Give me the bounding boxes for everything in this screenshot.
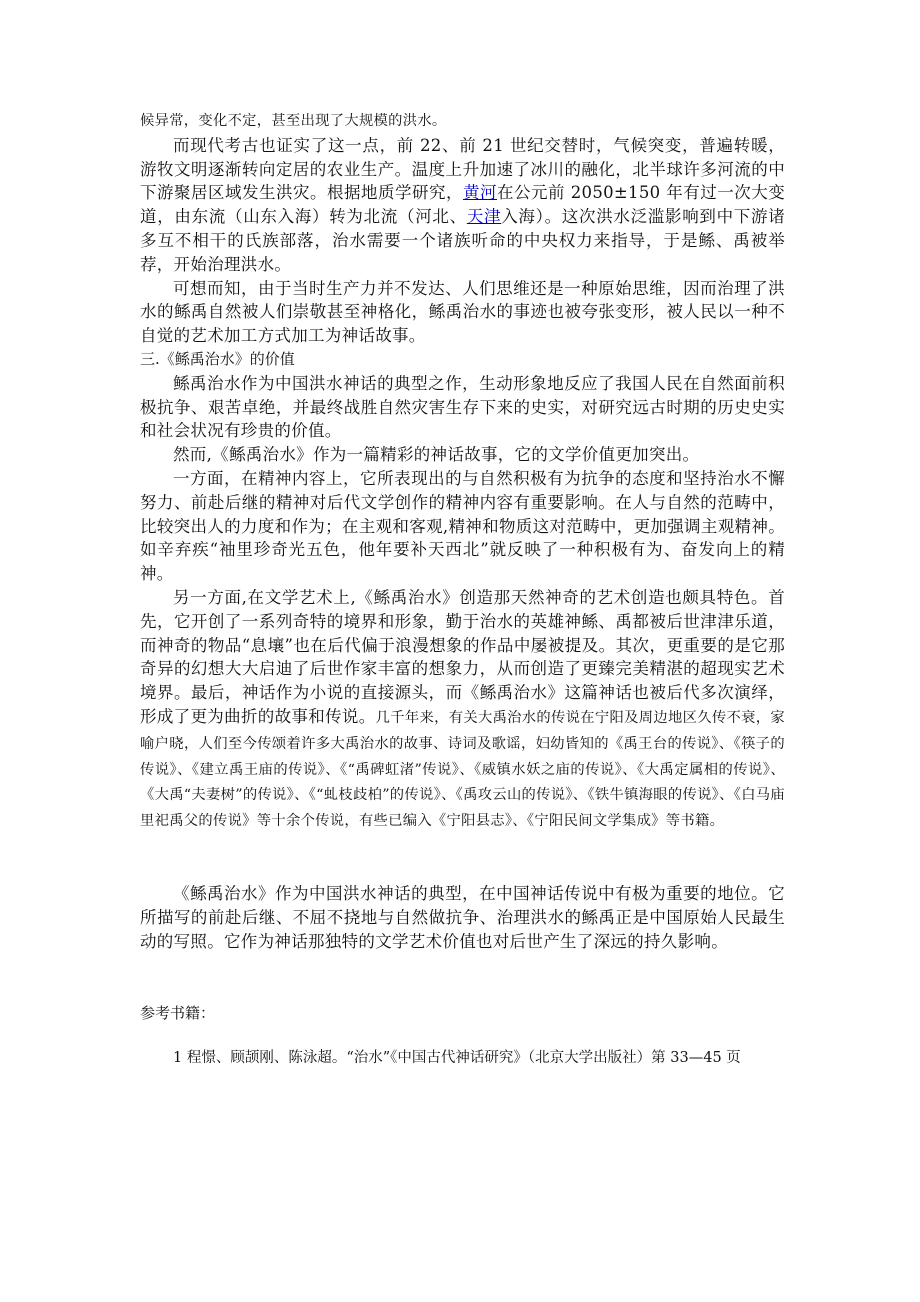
tianjin-link[interactable]: 天津 <box>466 207 502 227</box>
spacer <box>140 1025 785 1045</box>
document-page <box>140 110 785 1071</box>
reference-item: 1 程憬、顾颉刚、陈泳超。“治水”《中国古代神话研究》（北京大学出版社）第 33—45 页 <box>173 1050 741 1067</box>
paragraph-archaeology-text-c: 入海）。这次洪水泛滥影响到中下游诸多互不相干的氏族部落，治水需要一个诸族听命的中央权力来指导，于是鲧、禹被举荐，开始治理洪水。 <box>140 207 785 274</box>
paragraph-legends-text: 几千年来，有关大禹治水的传说在宁阳及周边地区久传不衰，家喻户晓，人们至今传颂着许多大禹治水的故事、诗词及歌谣，妇幼皆知的《禹王台的传说》、《筷子的传说》、《建立禹王庙的传说》、《“禹碑虹渚”传说》、《威镇水妖之庙的传说》、《大禹定属相的传说》、《大禹“夫妻树”的传说》、《“虬枝歧柏”的传说》、《禹攻云山的传说》、《铁牛镇海眼的传说》、《白马庙里祀禹父的传说》等十余个传说，有些已编入《宁阳县志》、《宁阳民间文学集成》等书籍。 <box>140 709 785 830</box>
paragraph-deification: 可想而知，由于当时生产力并不发达、人们思维还是一种原始思维，因而治理了洪水的鲧禹自然被人们崇敬甚至神格化，鲧禹治水的事迹也被夸张变形，被人民以一种不自觉的艺术加工方式加工为神话故事。 <box>140 278 785 346</box>
paragraph-continuation: 候异常，变化不定，甚至出现了大规模的洪水。 <box>140 113 447 129</box>
paragraph-historical-value: 鲧禹治水作为中国洪水神话的典型之作，生动形象地反应了我国人民在自然面前积极抗争、艰苦卓绝，并最终战胜自然灾害生存下来的史实，对研究远古时期的历史史实和社会状况有珍贵的价值。 <box>140 373 785 441</box>
section-heading: 三.《鲧禹治水》的价值 <box>140 349 295 368</box>
paragraph-artistic-features-text: 另一方面,在文学艺术上,《鲧禹治水》创造那天然神奇的艺术创造也颇具特色。首先，它开创了一系列奇特的境界和形象，勤于治水的英雄神鲧、禹都被后世津津乐道，而神奇的物品“息壤”也在后代偏于浪漫想象的作品中屡被提及。其次，更重要的是它那奇异的幻想大大启迪了后世作家丰富的想象力，从而创造了更臻完美精湛的超现实艺术境界。最后，神话作为小说的直接源头，而《鲧禹治水》这篇神话也被后代多次演绎，形成了更为曲折的故事和传说。 <box>140 587 785 726</box>
paragraph-archaeology <box>140 134 785 277</box>
spacer <box>140 953 785 1001</box>
yellow-river-link[interactable]: 黄河 <box>463 183 497 203</box>
paragraph-archaeology-text-b: 在公元前 2050±150 年有过一次大变道，由东流（山东入海）转为北流（河北、 <box>140 183 785 227</box>
paragraph-archaeology-text-a: 而现代考古也证实了这一点，前 22、前 21 世纪交替时，气候突变，普遍转暖，游牧文明逐渐转向定居的农业生产。温度上升加速了冰川的融化，北半球许多河流的中下游聚居区域发生洪灾。根据地质学研究， <box>140 135 785 203</box>
references-title: 参考书籍： <box>140 1004 216 1023</box>
paragraph-artistic-features <box>140 586 785 834</box>
paragraph-spiritual-content: 一方面，在精神内容上，它所表现出的与自然积极有为抗争的态度和坚持治水不懈努力、前赴后继的精神对后代文学创作的精神内容有重要影响。在人与自然的范畴中，比较突出人的力度和作为；在主观和客观,精神和物质这对范畴中，更加强调主观精神。如辛弃疾“袖里珍奇光五色，他年要补天西北”就反映了一种积极有为、奋发向上的精神。 <box>140 468 785 584</box>
paragraph-literary-value: 然而,《鲧禹治水》作为一篇精彩的神话故事，它的文学价值更加突出。 <box>173 445 700 465</box>
spacer <box>140 834 785 882</box>
paragraph-conclusion: 《鲧禹治水》作为中国洪水神话的典型，在中国神话传说中有极为重要的地位。它所描写的前赴后继、不屈不挠地与自然做抗争、治理洪水的鲧禹正是中国原始人民最生动的写照。它作为神话那独特的文学艺术价值也对后世产生了深远的持久影响。 <box>140 883 785 951</box>
